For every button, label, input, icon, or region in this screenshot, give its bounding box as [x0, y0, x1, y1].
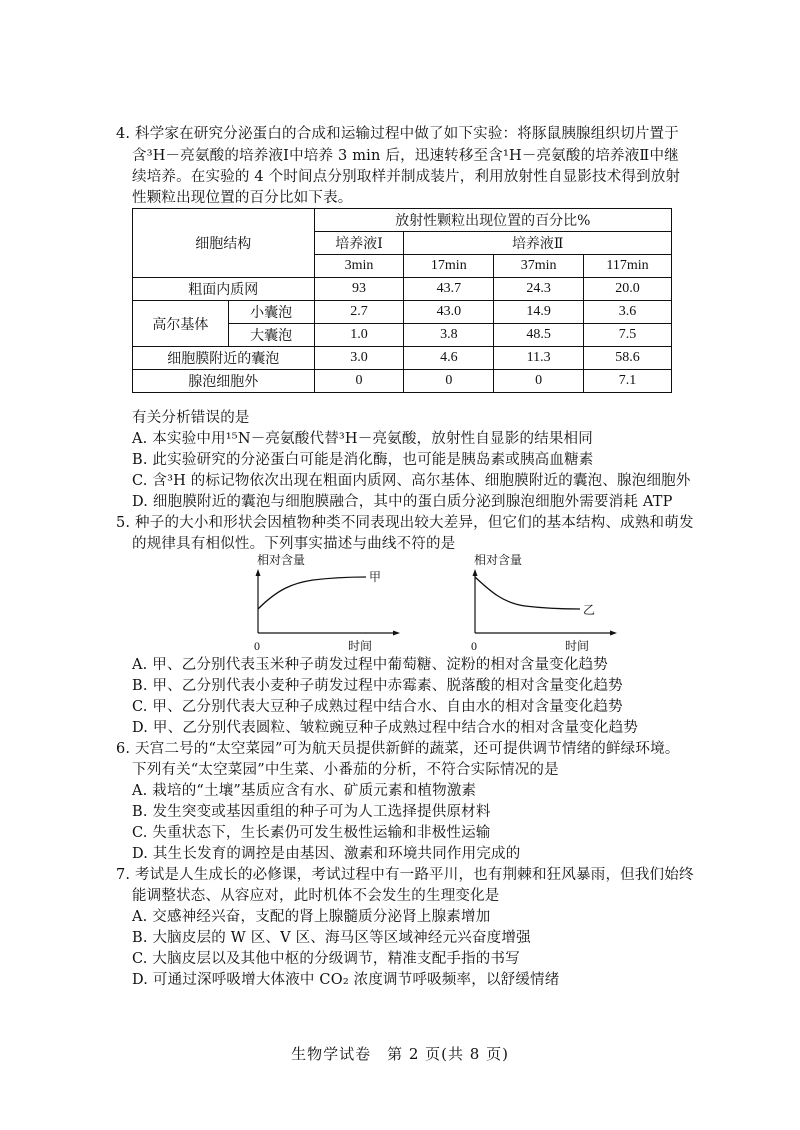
q4-option-c: C. 含³H 的标记物依次出现在粗面内质网、高尔基体、细胞膜附近的囊泡、腺泡细胞外	[132, 473, 691, 489]
q5-option-d: D. 甲、乙分别代表圆粒、皱粒豌豆种子成熟过程中结合水的相对含量变化趋势	[132, 720, 639, 736]
table-cell: 7.5	[584, 324, 672, 347]
chart-jia-y-arrow	[256, 569, 261, 576]
q7-stem-line1: 7. 考试是人生成长的必修课，考试过程中有一路平川，也有荆棘和狂风暴雨，但我们始终	[116, 867, 694, 883]
q6-option-c: C. 失重状态下，生长素仍可发生极性运输和非极性运输	[132, 825, 491, 841]
table-cell: 24.3	[494, 278, 584, 301]
table-cell: 93	[314, 278, 404, 301]
q5-option-c: C. 甲、乙分别代表大豆种子成熟过程中结合水、自由水的相对含量变化趋势	[132, 699, 623, 715]
header-cell-structure: 细胞结构	[133, 209, 315, 278]
table-row	[133, 347, 672, 370]
table-cell: 3.8	[404, 324, 494, 347]
row-label: 小囊泡	[228, 301, 314, 324]
chart-yi-origin: 0	[471, 639, 477, 653]
table-cell: 58.6	[584, 347, 672, 370]
q6-stem-line1: 6. 天宫二号的“太空菜园”可为航天员提供新鲜的蔬菜，还可提供调节情绪的鲜绿环境。	[116, 741, 680, 757]
chart-jia	[238, 553, 418, 653]
table-cell: 4.6	[404, 347, 494, 370]
table-cell: 48.5	[494, 324, 584, 347]
q5-option-a: A. 甲、乙分别代表玉米种子萌发过程中葡萄糖、淀粉的相对含量变化趋势	[132, 657, 608, 673]
table-cell: 43.7	[404, 278, 494, 301]
q4-option-d: D. 细胞膜附近的囊泡与细胞膜融合，其中的蛋白质分泌到腺泡细胞外需要消耗 ATP	[132, 494, 673, 510]
table-cell: 0	[314, 370, 404, 393]
table-cell: 7.1	[584, 370, 672, 393]
table-row	[133, 370, 672, 393]
chart-yi	[455, 553, 635, 653]
q5-stem-line2: 的规律具有相似性。下列事实描述与曲线不符的是	[132, 536, 456, 552]
q6-stem-line2: 下列有关“太空菜园”中生菜、小番茄的分析，不符合实际情况的是	[132, 762, 559, 778]
table-row	[133, 278, 672, 301]
q6-option-d: D. 其生长发育的调控是由基因、激素和环境共同作用完成的	[132, 846, 521, 862]
chart-yi-xlabel: 时间	[565, 639, 590, 653]
q6-option-a: A. 栽培的“土壤”基质应含有水、矿质元素和植物激素	[132, 783, 477, 799]
table-cell: 1.0	[314, 324, 404, 347]
table-cell: 20.0	[584, 278, 672, 301]
header-time-cell: 17min	[404, 255, 494, 278]
q7-option-a: A. 交感神经兴奋，支配的肾上腺髓质分泌肾上腺素增加	[132, 909, 491, 925]
q7-option-b: B. 大脑皮层的 W 区、V 区、海马区等区域神经元兴奋度增强	[132, 930, 531, 946]
table-cell: 11.3	[494, 347, 584, 370]
header-cell-medium2: 培养液Ⅱ	[404, 232, 672, 255]
q5-option-b: B. 甲、乙分别代表小麦种子萌发过程中赤霉素、脱落酸的相对含量变化趋势	[132, 678, 623, 694]
q4-option-b: B. 此实验研究的分泌蛋白可能是消化酶，也可能是胰岛素或胰高血糖素	[132, 452, 594, 468]
row-label: 腺泡细胞外	[133, 370, 315, 393]
q5-stem-line1: 5. 种子的大小和形状会因植物种类不同表现出较大差异，但它们的基本结构、成熟和萌发	[116, 515, 694, 531]
chart-yi-y-arrow	[473, 569, 478, 576]
chart-yi-curve	[475, 577, 580, 609]
header-cell-medium1: 培养液Ⅰ	[314, 232, 404, 255]
q7-stem-line2: 能调整状态、从容应对，此时机体不会发生的生理变化是	[132, 888, 500, 904]
page-footer: 生物学试卷 第 2 页(共 8 页)	[291, 1045, 509, 1063]
header-time-cell: 37min	[494, 255, 584, 278]
chart-jia-ylabel: 相对含量	[257, 553, 306, 567]
q6-option-b: B. 发生突变或基因重组的种子可为人工选择提供原材料	[132, 804, 491, 820]
chart-yi-x-arrow	[610, 631, 617, 636]
q7-option-d: D. 可通过深呼吸增大体液中 CO₂ 浓度调节呼吸频率，以舒缓情绪	[132, 972, 560, 988]
row-group-label: 高尔基体	[133, 301, 229, 347]
q7-option-c: C. 大脑皮层以及其他中枢的分级调节，精准支配手指的书写	[132, 951, 520, 967]
chart-jia-curve	[258, 577, 366, 609]
table-cell: 14.9	[494, 301, 584, 324]
table-cell: 2.7	[314, 301, 404, 324]
chart-jia-x-arrow	[393, 631, 400, 636]
radioactive-particle-table	[132, 208, 672, 393]
chart-jia-xlabel: 时间	[348, 639, 373, 653]
chart-jia-series-label: 甲	[369, 570, 382, 584]
header-time-cell: 117min	[584, 255, 672, 278]
table-cell: 43.0	[404, 301, 494, 324]
table-cell: 0	[404, 370, 494, 393]
row-label: 粗面内质网	[133, 278, 315, 301]
table-cell: 0	[494, 370, 584, 393]
q4-question: 有关分析错误的是	[132, 410, 250, 426]
q4-option-a: A. 本实验中用¹⁵N－亮氨酸代替³H－亮氨酸，放射性自显影的结果相同	[132, 431, 593, 447]
row-label: 细胞膜附近的囊泡	[133, 347, 315, 370]
header-time-cell: 3min	[314, 255, 404, 278]
chart-yi-ylabel: 相对含量	[474, 553, 523, 567]
q4-stem-line3: 续培养。在实验的 4 个时间点分别取样并制成装片，利用放射性自显影技术得到放射	[132, 169, 681, 185]
table-cell: 3.0	[314, 347, 404, 370]
table-cell: 3.6	[584, 301, 672, 324]
q4-stem-line2: 含³H－亮氨酸的培养液Ⅰ中培养 3 min 后，迅速转移至含¹H－亮氨酸的培养液Ⅱ中继	[132, 148, 679, 164]
table-row	[133, 301, 672, 324]
header-cell-percentage: 放射性颗粒出现位置的百分比%	[314, 209, 671, 232]
q4-stem-line1: 4. 科学家在研究分泌蛋白的合成和运输过程中做了如下实验：将豚鼠胰腺组织切片置于	[116, 126, 679, 142]
q4-stem-line4: 性颗粒出现位置的百分比如下表。	[132, 190, 353, 206]
chart-jia-origin: 0	[254, 639, 260, 653]
row-label: 大囊泡	[228, 324, 314, 347]
chart-yi-series-label: 乙	[583, 603, 596, 617]
